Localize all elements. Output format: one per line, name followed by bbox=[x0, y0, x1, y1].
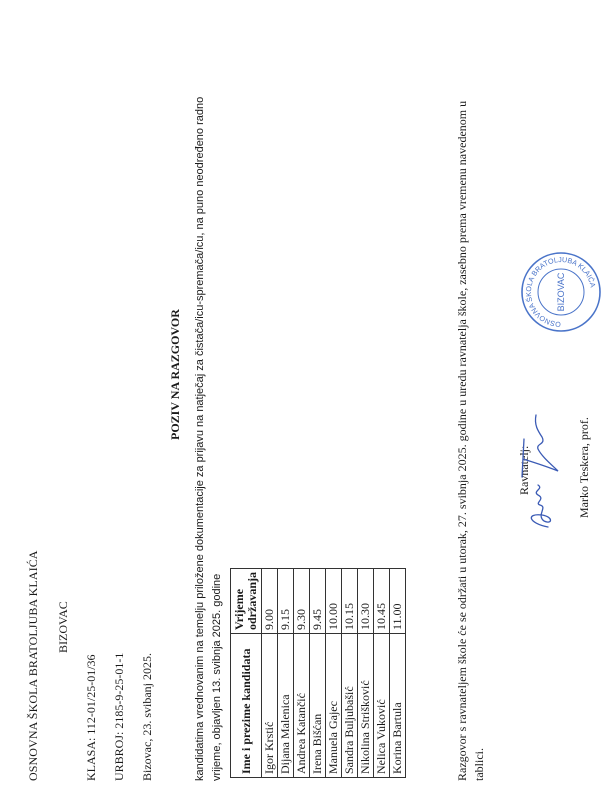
candidates-table bbox=[230, 568, 406, 778]
urbroj-line: URBROJ: 2185-9-25-01-1 bbox=[112, 652, 126, 781]
intro-line-2: vrijeme, objavljen 13. svibnja 2025. godine bbox=[211, 573, 223, 781]
interview-time: 10.45 bbox=[374, 569, 390, 634]
stamp-outer-text: OSNOVNA ŠKOLA BRATOLJUBA KLAIĆA bbox=[523, 254, 598, 330]
stamp-center-text: BIZOVAC bbox=[556, 272, 566, 312]
interview-time: 10.00 bbox=[326, 569, 342, 634]
school-name: OSNOVNA ŠKOLA BRATOLJUBA KLAIĆA bbox=[26, 550, 40, 781]
director-label: Ravnatelj: bbox=[517, 445, 531, 495]
interview-time: 10.15 bbox=[342, 569, 358, 634]
candidate-name: Igor Krstić bbox=[262, 634, 278, 778]
candidate-name: Sandra Buljubašić bbox=[342, 634, 358, 778]
candidate-name: Andrea Katančić bbox=[294, 634, 310, 778]
table-row bbox=[390, 569, 406, 778]
interview-notice-line-2: tablici. bbox=[472, 748, 486, 781]
interview-time: 9.15 bbox=[278, 569, 294, 634]
interview-time: 9.30 bbox=[294, 569, 310, 634]
table-row bbox=[358, 569, 374, 778]
table-row bbox=[326, 569, 342, 778]
header-interview-time: Vrijeme održavanja bbox=[231, 569, 262, 634]
director-name: Marko Teskera, prof. bbox=[577, 417, 591, 518]
handwritten-signature bbox=[508, 405, 564, 535]
table-row bbox=[294, 569, 310, 778]
table-row bbox=[374, 569, 390, 778]
interview-time: 9.45 bbox=[310, 569, 326, 634]
interview-time: 9.00 bbox=[262, 569, 278, 634]
interview-time: 11.00 bbox=[390, 569, 406, 634]
candidate-name: Nikolina Strišković bbox=[358, 634, 374, 778]
interview-notice-line-1: Razgovor s ravnateljem škole će se održati u utorak, 27. svibnja 2025. godine u uredu ravnatelja škole, zasebno prema vremenu navedenom u bbox=[455, 100, 469, 781]
klasa-line: KLASA: 112-01/25-01/36 bbox=[84, 654, 98, 781]
town-name: BIZOVAC bbox=[56, 601, 70, 653]
candidate-name: Irena Bišćan bbox=[310, 634, 326, 778]
table-header-row bbox=[231, 569, 262, 778]
intro-line-1: kandidatima vrednovanim na temelju priložene dokumentacije za prijavu na natječaj za čistača/icu-spremača/icu, na puno neodređeno radno bbox=[194, 96, 206, 781]
table-row bbox=[310, 569, 326, 778]
table-row bbox=[262, 569, 278, 778]
candidate-name: Korina Bartula bbox=[390, 634, 406, 778]
candidate-name: Nelica Vuković bbox=[374, 634, 390, 778]
table-row bbox=[278, 569, 294, 778]
table-row bbox=[342, 569, 358, 778]
header-candidate-name: Ime i prezime kandidata bbox=[231, 634, 262, 778]
document-title: POZIV NA RAZGOVOR bbox=[168, 309, 182, 440]
candidate-name: Manuela Gajec bbox=[326, 634, 342, 778]
candidate-name: Dijana Malenica bbox=[278, 634, 294, 778]
interview-time: 10.30 bbox=[358, 569, 374, 634]
date-line: Bizovac, 23. svibanj 2025. bbox=[140, 653, 154, 781]
school-stamp-seal bbox=[520, 251, 602, 333]
